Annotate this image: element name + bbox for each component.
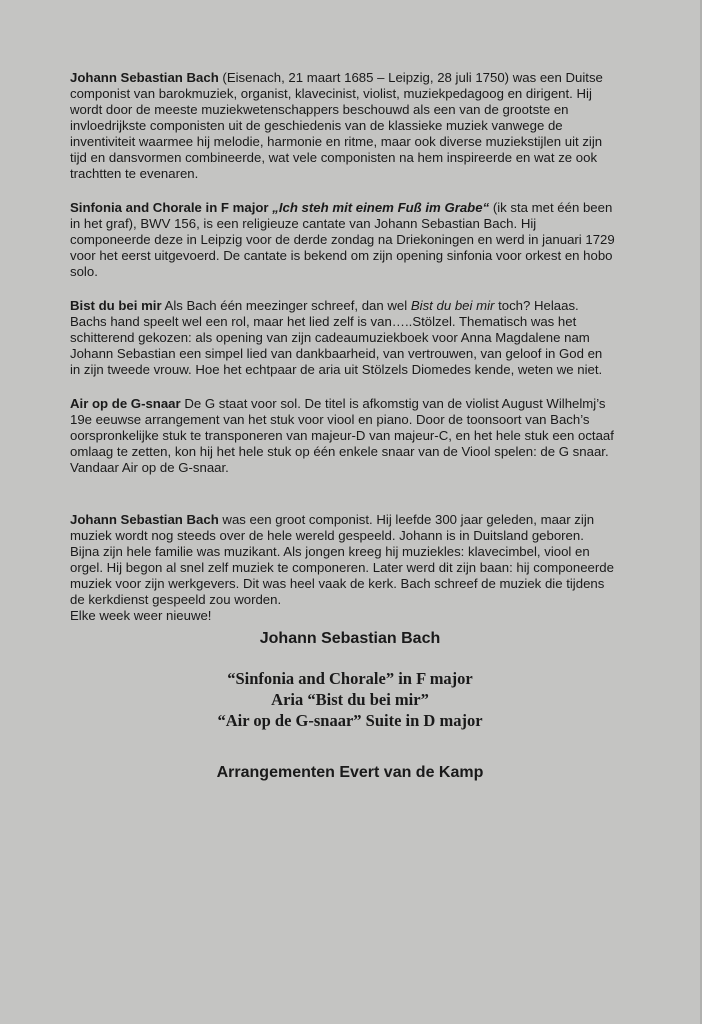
body-text: [70, 70, 615, 642]
paragraph-lead: Sinfonia and Chorale in F major: [70, 200, 269, 215]
piece-title: Aria “Bist du bei mir”: [271, 690, 429, 709]
composer-heading: Johann Sebastian Bach: [259, 630, 441, 647]
paragraph-lead: Air op de G-snaar: [70, 396, 181, 411]
paragraph-italic: Bist du bei mir: [410, 298, 495, 313]
paragraph-text: De G staat voor sol. De titel is afkomstig van de violist August Wilhelmj’s 19e eeuwse arrangement van het stuk voor viool en piano. Door de toonsoort van Bach’s oorspronkelijke stuk te transponeren van majeur-D van majeur-C, en het hele stuk een octaaf omlaag te zetten, kon hij het hele stuk op één enkele snaar van de Viool spelen: de G snaar. Vandaar Air op de G-snaar.: [70, 396, 614, 475]
piece-title: “Sinfonia and Chorale” in F major: [227, 669, 473, 688]
paragraph-lead-italic: „Ich steh mit einem Fuß im Grabe“: [272, 200, 490, 215]
paragraph-bach-kids: [70, 512, 615, 624]
paragraph-text: Als Bach één meezinger schreef, dan wel: [161, 298, 411, 313]
paragraph-text: (Eisenach, 21 maart 1685 – Leipzig, 28 juli 1750) was een Duitse componist van barokmuziek, organist, klavecinist, violist, muziekpedagoog en dirigent. Hij wordt door de meeste muziekwetenschappers beschouwd als een van de grootste en invloedrijkste componisten uit de geschiedenis van de klassieke muziek vanwege de inventiviteit waarmee hij melodie, harmonie en ritme, maar ook diverse muziekstijlen uit zijn tijd en dansvormen combineerde, wat vele componisten na hem inspireerde en wat ze ook trachtten te evenaren.: [70, 70, 603, 181]
paragraph-sinfonia: [70, 200, 615, 280]
paragraph-last-line: Elke week weer nieuwe!: [70, 608, 212, 623]
paragraph-text: was een groot componist. Hij leefde 300 jaar geleden, maar zijn muziek wordt nog steeds over de hele wereld gespeeld. Johann is in Duitsland geboren. Bijna zijn hele familie was muzikant. Als jongen kreeg hij muziekles: klavecimbel, viool en orgel. Hij begon al snel zelf muziek te componeren. Later werd dit zijn baan: hij componeerde muziek voor zijn werkgevers. Dit was heel vaak de kerk. Bach schreef de muziek die tijdens de kerkdienst gespeeld zou worden.: [70, 512, 614, 607]
piece-title: “Air op de G-snaar” Suite in D major: [217, 711, 483, 730]
paragraph-lead: Johann Sebastian Bach: [70, 70, 219, 85]
arranger-credit: Arrangementen Evert van de Kamp: [216, 764, 484, 781]
paragraph-bist-du-bei-mir: [70, 298, 615, 378]
paragraph-lead: Bist du bei mir: [70, 298, 162, 313]
paragraph-lead: Johann Sebastian Bach: [70, 512, 219, 527]
paragraph-text: toch? Helaas. Bachs hand speelt wel een rol, maar het lied zelf is van…..Stölzel. Thematisch was het schitterend gekozen: als opening van zijn cadeaumuziekboek voor Anna Magdalene nam Johann Sebastian een simpel lied van dankbaarheid, van vertrouwen, van geloof in God en in zijn tweede vrouw. Hoe het echtpaar de aria uit Stölzels Diomedes kende, weten we niet.: [70, 298, 603, 377]
paragraph-bach-bio: [70, 70, 615, 182]
paragraph-air-g-snaar: [70, 396, 615, 476]
pieces-list: [0, 668, 700, 731]
paragraph-text: (ik sta met één been in het graf), BWV 156, is een religieuze cantate van Johann Sebastian Bach. Hij componeerde deze in Leipzig voor de derde zondag na Driekoningen en werd in januari 1729 voor het eerst uitgevoerd. De cantate is bekend om zijn opening sinfonia voor orkest en hobo solo.: [70, 200, 615, 279]
